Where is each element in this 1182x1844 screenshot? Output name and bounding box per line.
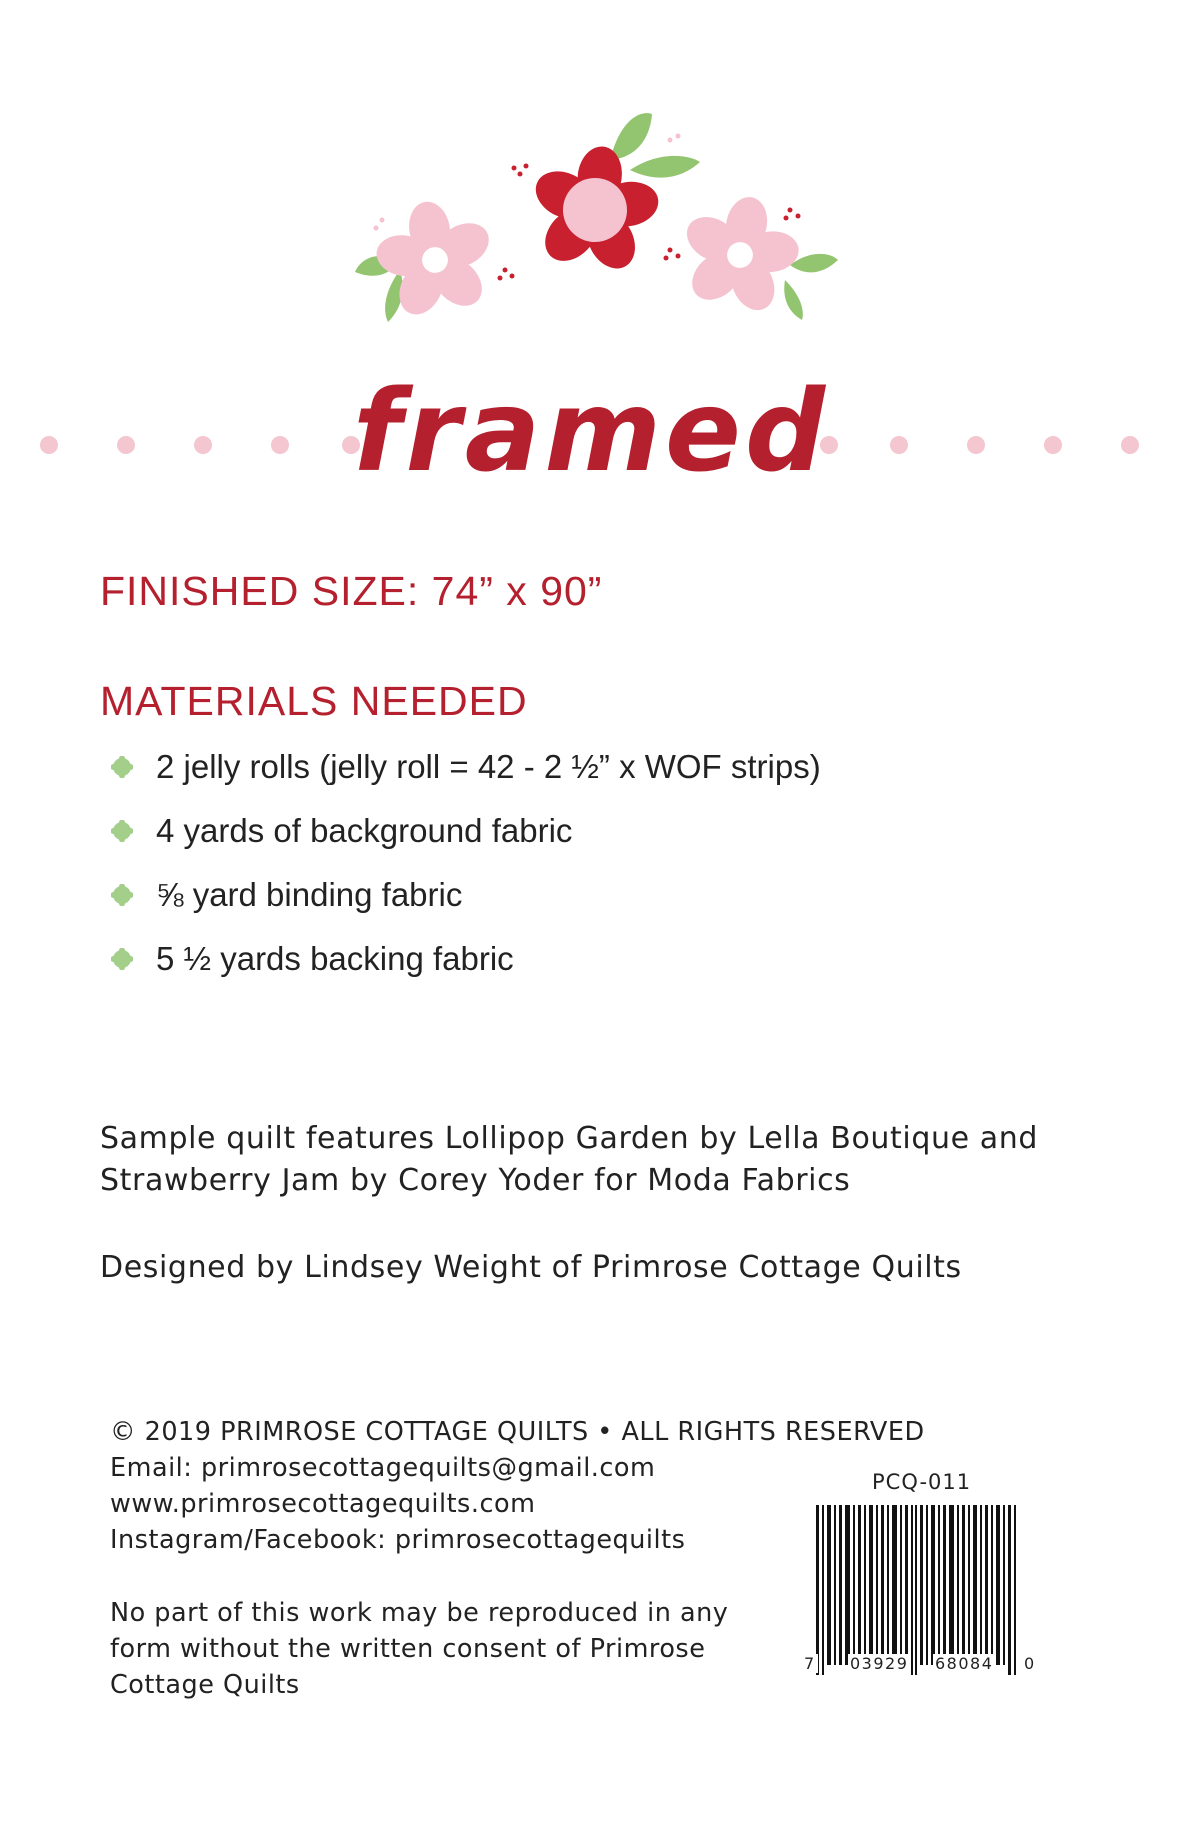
materials-heading: MATERIALS NEEDED <box>100 678 528 724</box>
red-flower-icon <box>519 137 671 283</box>
barcode-digit-left: 7 <box>804 1654 816 1673</box>
leaf-icon <box>630 156 700 178</box>
flower-bullet-icon <box>111 756 133 778</box>
material-text: 5 ½ yards backing fabric <box>156 940 514 977</box>
barcode <box>800 1505 1040 1675</box>
materials-list <box>108 742 821 998</box>
notice-line-2: form without the written consent of Primrose <box>110 1634 706 1664</box>
barcode-group-2: 68084 <box>935 1654 994 1673</box>
leaf-icon <box>610 113 652 160</box>
notice-line-1: No part of this work may be reproduced in any <box>110 1598 729 1628</box>
flower-bullet-icon <box>111 884 133 906</box>
sample-line-2: Strawberry Jam by Corey Yoder for Moda Fabrics <box>100 1163 851 1198</box>
email: Email: primrosecottagequilts@gmail.com <box>110 1453 656 1483</box>
list-item <box>108 806 821 870</box>
flower-bullet-icon <box>111 820 133 842</box>
finished-size: FINISHED SIZE: 74” x 90” <box>100 568 603 614</box>
barcode-group-1: 03929 <box>850 1654 909 1673</box>
leaf-icon <box>784 280 803 320</box>
website: www.primrosecottagequilts.com <box>110 1489 536 1519</box>
copyright: © 2019 PRIMROSE COTTAGE QUILTS • ALL RIGHTS RESERVED <box>110 1417 925 1447</box>
material-text: ⅝ yard binding fabric <box>156 876 463 913</box>
social: Instagram/Facebook: primrosecottagequilts <box>110 1525 686 1555</box>
flower-bullet-icon <box>111 948 133 970</box>
material-text: 4 yards of background fabric <box>156 812 573 849</box>
product-code: PCQ-011 <box>872 1470 972 1494</box>
flowers-illustration <box>340 100 860 340</box>
sample-line-1: Sample quilt features Lollipop Garden by Lella Boutique and <box>100 1121 1039 1156</box>
pattern-title: framed <box>352 367 830 497</box>
designed-by: Designed by Lindsey Weight of Primrose Cottage Quilts <box>100 1250 962 1285</box>
material-text: 2 jelly rolls (jelly roll = 42 - 2 ½” x WOF strips) <box>156 748 821 785</box>
pink-flower-icon <box>363 191 506 329</box>
list-item <box>108 934 821 998</box>
list-item <box>108 742 821 806</box>
barcode-digit-right: 0 <box>1024 1654 1036 1673</box>
list-item <box>108 870 821 934</box>
notice-line-3: Cottage Quilts <box>110 1670 300 1700</box>
